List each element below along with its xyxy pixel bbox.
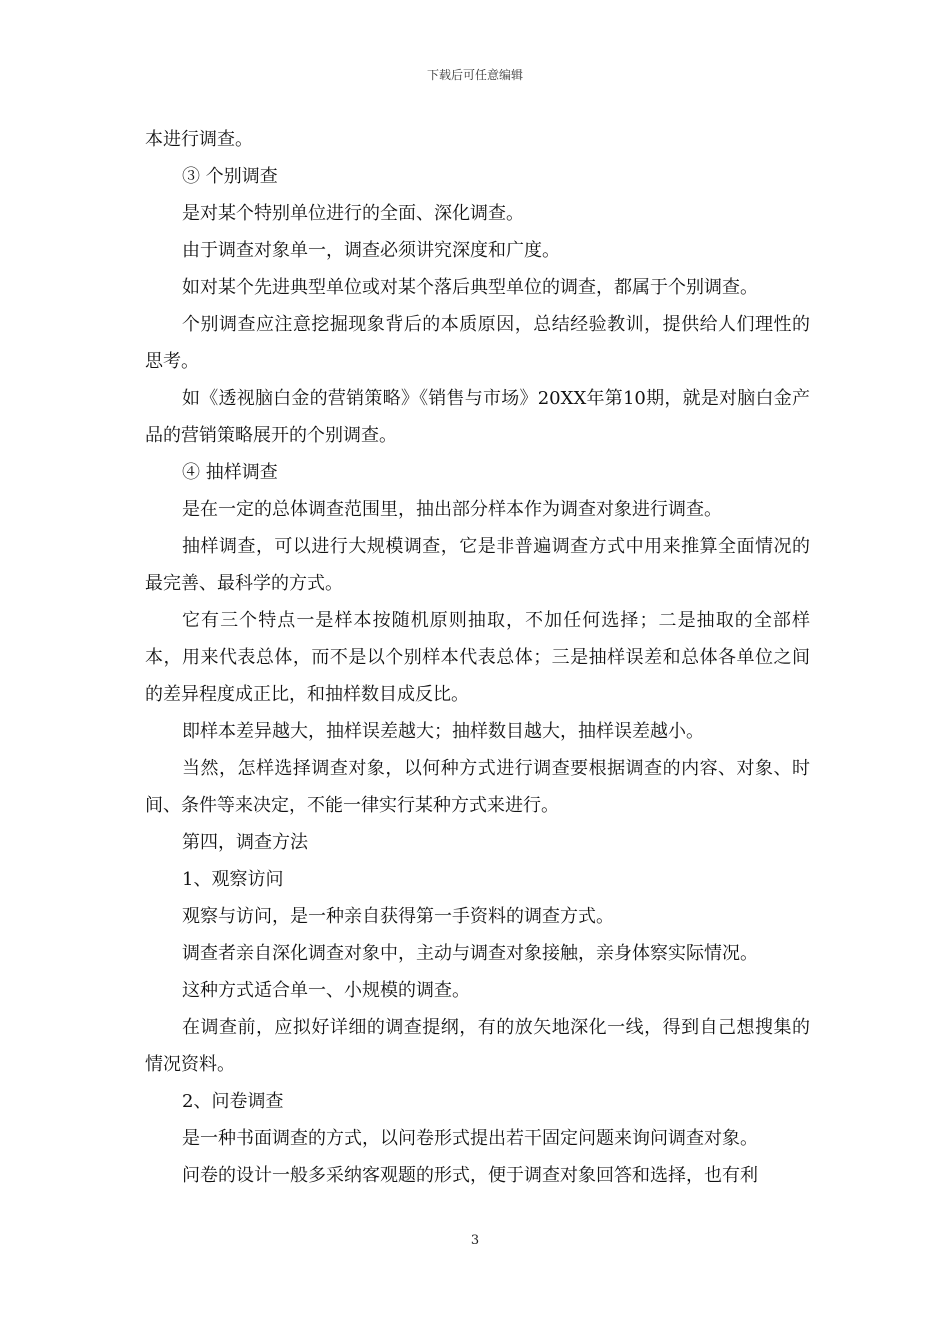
section-heading: ③ 个别调查 (182, 166, 278, 187)
paragraph: 个别调查应注意挖掘现象背后的本质原因，总结经验教训，提供给人们理性的思考。 (145, 314, 810, 372)
paragraph: 它有三个特点一是样本按随机原则抽取，不加任何选择；二是抽取的全部样本，用来代表总体，而不是以个别样本代表总体；三是抽样误差和总体各单位之间的差异程度成正比，和抽样数目成反比。 (145, 610, 810, 705)
paragraph: 当然，怎样选择调查对象，以何种方式进行调查要根据调查的内容、对象、时间、条件等来决定，不能一律实行某种方式来进行。 (145, 758, 810, 816)
paragraph: 是一种书面调查的方式，以问卷形式提出若干固定问题来询问调查对象。 (182, 1128, 758, 1149)
paragraph: 是对某个特别单位进行的全面、深化调查。 (182, 203, 524, 224)
paragraph: 调查者亲自深化调查对象中，主动与调查对象接触，亲身体察实际情况。 (182, 943, 758, 964)
section-heading: 第四，调查方法 (182, 832, 308, 853)
paragraph: 抽样调查，可以进行大规模调查，它是非普遍调查方式中用来推算全面情况的最完善、最科学的方式。 (145, 536, 810, 594)
paragraph: 本进行调查。 (145, 129, 253, 150)
paragraph: 观察与访问，是一种亲自获得第一手资料的调查方式。 (182, 906, 614, 927)
paragraph: 如对某个先进典型单位或对某个落后典型单位的调查，都属于个别调查。 (182, 277, 758, 298)
subsection-heading: 1、观察访问 (182, 869, 284, 890)
paragraph: 在调查前，应拟好详细的调查提纲，有的放矢地深化一线，得到自己想搜集的情况资料。 (145, 1017, 810, 1075)
paragraph: 问卷的设计一般多采纳客观题的形式，便于调查对象回答和选择，也有利 (182, 1165, 758, 1186)
paragraph: 由于调查对象单一，调查必须讲究深度和广度。 (182, 240, 560, 261)
subsection-heading: 2、问卷调查 (182, 1091, 284, 1112)
paragraph: 是在一定的总体调查范围里，抽出部分样本作为调查对象进行调查。 (182, 499, 722, 520)
paragraph: 这种方式适合单一、小规模的调查。 (182, 980, 470, 1001)
page-number: 3 (470, 1233, 480, 1248)
page-header: 下载后可任意编辑 (426, 68, 523, 82)
paragraph: 即样本差异越大，抽样误差越大；抽样数目越大，抽样误差越小。 (182, 721, 704, 742)
document-body (145, 121, 810, 1194)
section-heading: ④ 抽样调查 (182, 462, 278, 483)
paragraph: 如《透视脑白金的营销策略》《销售与市场》20XX年第10期，就是对脑白金产品的营销策略展开的个别调查。 (145, 388, 810, 446)
